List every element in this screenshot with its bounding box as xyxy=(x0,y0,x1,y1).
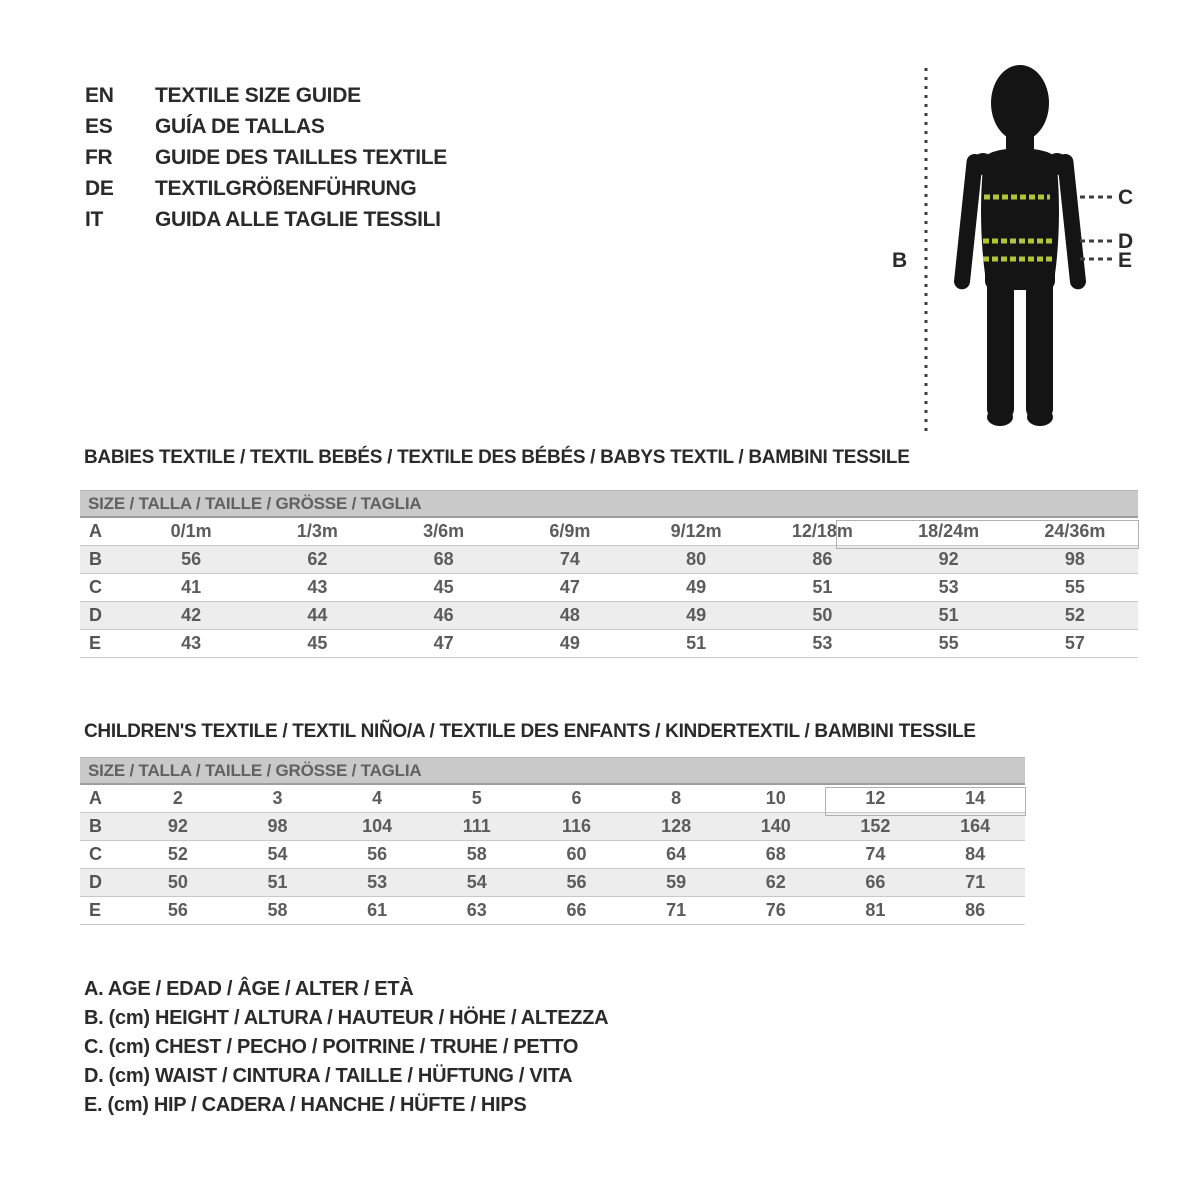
babies-section-heading: BABIES TEXTILE / TEXTIL BEBÉS / TEXTILE DES BÉBÉS / BABYS TEXTIL / BAMBINI TESSILE xyxy=(84,447,910,468)
cell-value: 18/24m xyxy=(886,518,1012,546)
children-size-table xyxy=(80,757,1025,925)
cell-value: 12 xyxy=(826,785,926,813)
language-code: ES xyxy=(85,114,113,138)
cell-value: 49 xyxy=(633,574,759,602)
cell-value: 54 xyxy=(427,869,527,897)
cell-value: 0/1m xyxy=(128,518,254,546)
row-label: B xyxy=(80,546,128,574)
cell-value: 4 xyxy=(327,785,427,813)
chest-label: C xyxy=(1118,186,1134,209)
cell-value: 51 xyxy=(228,869,328,897)
cell-value: 41 xyxy=(128,574,254,602)
table-row xyxy=(80,897,1025,925)
cell-value: 57 xyxy=(1012,630,1138,658)
cell-value: 55 xyxy=(1012,574,1138,602)
cell-value: 2 xyxy=(128,785,228,813)
cell-value: 10 xyxy=(726,785,826,813)
table-row xyxy=(80,518,1138,546)
language-row-es xyxy=(85,111,447,142)
cell-value: 76 xyxy=(726,897,826,925)
babies-table xyxy=(80,518,1138,658)
cell-value: 54 xyxy=(228,841,328,869)
cell-value: 8 xyxy=(626,785,726,813)
cell-value: 71 xyxy=(925,869,1025,897)
cell-value: 14 xyxy=(925,785,1025,813)
cell-value: 45 xyxy=(254,630,380,658)
children-size-header-bar: SIZE / TALLA / TAILLE / GRÖSSE / TAGLIA xyxy=(80,757,1025,785)
measurement-legend xyxy=(84,975,608,1120)
height-label: B xyxy=(892,249,908,272)
table-row xyxy=(80,841,1025,869)
cell-value: 47 xyxy=(507,574,633,602)
row-label: B xyxy=(80,813,128,841)
children-section-heading: CHILDREN'S TEXTILE / TEXTIL NIÑO/A / TEXTILE DES ENFANTS / KINDERTEXTIL / BAMBINI TESSILE xyxy=(84,721,976,742)
row-label: E xyxy=(80,897,128,925)
cell-value: 56 xyxy=(327,841,427,869)
table-row xyxy=(80,630,1138,658)
cell-value: 140 xyxy=(726,813,826,841)
cell-value: 53 xyxy=(327,869,427,897)
cell-value: 56 xyxy=(128,897,228,925)
cell-value: 51 xyxy=(633,630,759,658)
cell-value: 61 xyxy=(327,897,427,925)
language-code: IT xyxy=(85,207,104,231)
cell-value: 42 xyxy=(128,602,254,630)
table-row xyxy=(80,574,1138,602)
babies-size-header-bar: SIZE / TALLA / TAILLE / GRÖSSE / TAGLIA xyxy=(80,490,1138,518)
cell-value: 92 xyxy=(128,813,228,841)
language-title: GUIDA ALLE TAGLIE TESSILI xyxy=(155,207,441,231)
cell-value: 81 xyxy=(826,897,926,925)
row-label: A xyxy=(80,518,128,546)
table-row xyxy=(80,813,1025,841)
cell-value: 45 xyxy=(381,574,507,602)
row-label: C xyxy=(80,574,128,602)
cell-value: 1/3m xyxy=(254,518,380,546)
cell-value: 98 xyxy=(228,813,328,841)
cell-value: 53 xyxy=(886,574,1012,602)
cell-value: 50 xyxy=(759,602,885,630)
babies-size-table xyxy=(80,490,1138,658)
cell-value: 52 xyxy=(128,841,228,869)
cell-value: 53 xyxy=(759,630,885,658)
language-code: DE xyxy=(85,176,114,200)
table-row xyxy=(80,546,1138,574)
cell-value: 6/9m xyxy=(507,518,633,546)
cell-value: 51 xyxy=(886,602,1012,630)
language-code: FR xyxy=(85,145,113,169)
language-code: EN xyxy=(85,83,114,107)
cell-value: 48 xyxy=(507,602,633,630)
hip-label: E xyxy=(1118,249,1133,272)
legend-hip: E. (cm) HIP / CADERA / HANCHE / HÜFTE / HIPS xyxy=(84,1094,527,1116)
language-title: TEXTILE SIZE GUIDE xyxy=(155,83,361,107)
cell-value: 56 xyxy=(527,869,627,897)
cell-value: 9/12m xyxy=(633,518,759,546)
table-row xyxy=(80,602,1138,630)
cell-value: 63 xyxy=(427,897,527,925)
cell-value: 59 xyxy=(626,869,726,897)
cell-value: 60 xyxy=(527,841,627,869)
cell-value: 46 xyxy=(381,602,507,630)
cell-value: 68 xyxy=(726,841,826,869)
cell-value: 74 xyxy=(507,546,633,574)
cell-value: 43 xyxy=(128,630,254,658)
cell-value: 50 xyxy=(128,869,228,897)
cell-value: 98 xyxy=(1012,546,1138,574)
cell-value: 62 xyxy=(254,546,380,574)
cell-value: 12/18m xyxy=(759,518,885,546)
cell-value: 52 xyxy=(1012,602,1138,630)
cell-value: 3 xyxy=(228,785,328,813)
cell-value: 55 xyxy=(886,630,1012,658)
cell-value: 111 xyxy=(427,813,527,841)
row-label: D xyxy=(80,602,128,630)
language-row-en xyxy=(85,80,447,111)
cell-value: 92 xyxy=(886,546,1012,574)
cell-value: 47 xyxy=(381,630,507,658)
cell-value: 66 xyxy=(826,869,926,897)
table-row xyxy=(80,785,1025,813)
cell-value: 74 xyxy=(826,841,926,869)
cell-value: 5 xyxy=(427,785,527,813)
legend-height: B. (cm) HEIGHT / ALTURA / HAUTEUR / HÖHE / ALTEZZA xyxy=(84,1007,609,1029)
cell-value: 116 xyxy=(527,813,627,841)
table-row xyxy=(80,869,1025,897)
row-label: C xyxy=(80,841,128,869)
language-row-fr xyxy=(85,142,447,173)
row-label: E xyxy=(80,630,128,658)
measurement-figure xyxy=(880,40,1180,460)
cell-value: 80 xyxy=(633,546,759,574)
cell-value: 84 xyxy=(925,841,1025,869)
cell-value: 44 xyxy=(254,602,380,630)
legend-waist: D. (cm) WAIST / CINTURA / TAILLE / HÜFTUNG / VITA xyxy=(84,1065,573,1087)
cell-value: 66 xyxy=(527,897,627,925)
cell-value: 62 xyxy=(726,869,826,897)
language-list xyxy=(85,80,447,235)
cell-value: 164 xyxy=(925,813,1025,841)
language-row-de xyxy=(85,173,447,204)
legend-age: A. AGE / EDAD / ÂGE / ALTER / ETÀ xyxy=(84,978,414,1000)
cell-value: 56 xyxy=(128,546,254,574)
cell-value: 64 xyxy=(626,841,726,869)
language-title: GUIDE DES TAILLES TEXTILE xyxy=(155,145,447,169)
cell-value: 49 xyxy=(507,630,633,658)
cell-value: 71 xyxy=(626,897,726,925)
cell-value: 49 xyxy=(633,602,759,630)
cell-value: 86 xyxy=(925,897,1025,925)
legend-chest: C. (cm) CHEST / PECHO / POITRINE / TRUHE / PETTO xyxy=(84,1036,579,1058)
cell-value: 51 xyxy=(759,574,885,602)
children-table xyxy=(80,785,1025,925)
cell-value: 58 xyxy=(427,841,527,869)
language-title: TEXTILGRÖßENFÜHRUNG xyxy=(155,176,417,200)
child-figure-svg xyxy=(880,40,1180,460)
cell-value: 86 xyxy=(759,546,885,574)
cell-value: 104 xyxy=(327,813,427,841)
child-silhouette-icon xyxy=(953,65,1087,426)
row-label: D xyxy=(80,869,128,897)
language-row-it xyxy=(85,204,447,235)
cell-value: 128 xyxy=(626,813,726,841)
cell-value: 152 xyxy=(826,813,926,841)
language-title: GUÍA DE TALLAS xyxy=(155,114,325,138)
cell-value: 3/6m xyxy=(381,518,507,546)
waist-label: D xyxy=(1118,230,1134,253)
cell-value: 43 xyxy=(254,574,380,602)
row-label: A xyxy=(80,785,128,813)
cell-value: 6 xyxy=(527,785,627,813)
cell-value: 68 xyxy=(381,546,507,574)
cell-value: 24/36m xyxy=(1012,518,1138,546)
cell-value: 58 xyxy=(228,897,328,925)
